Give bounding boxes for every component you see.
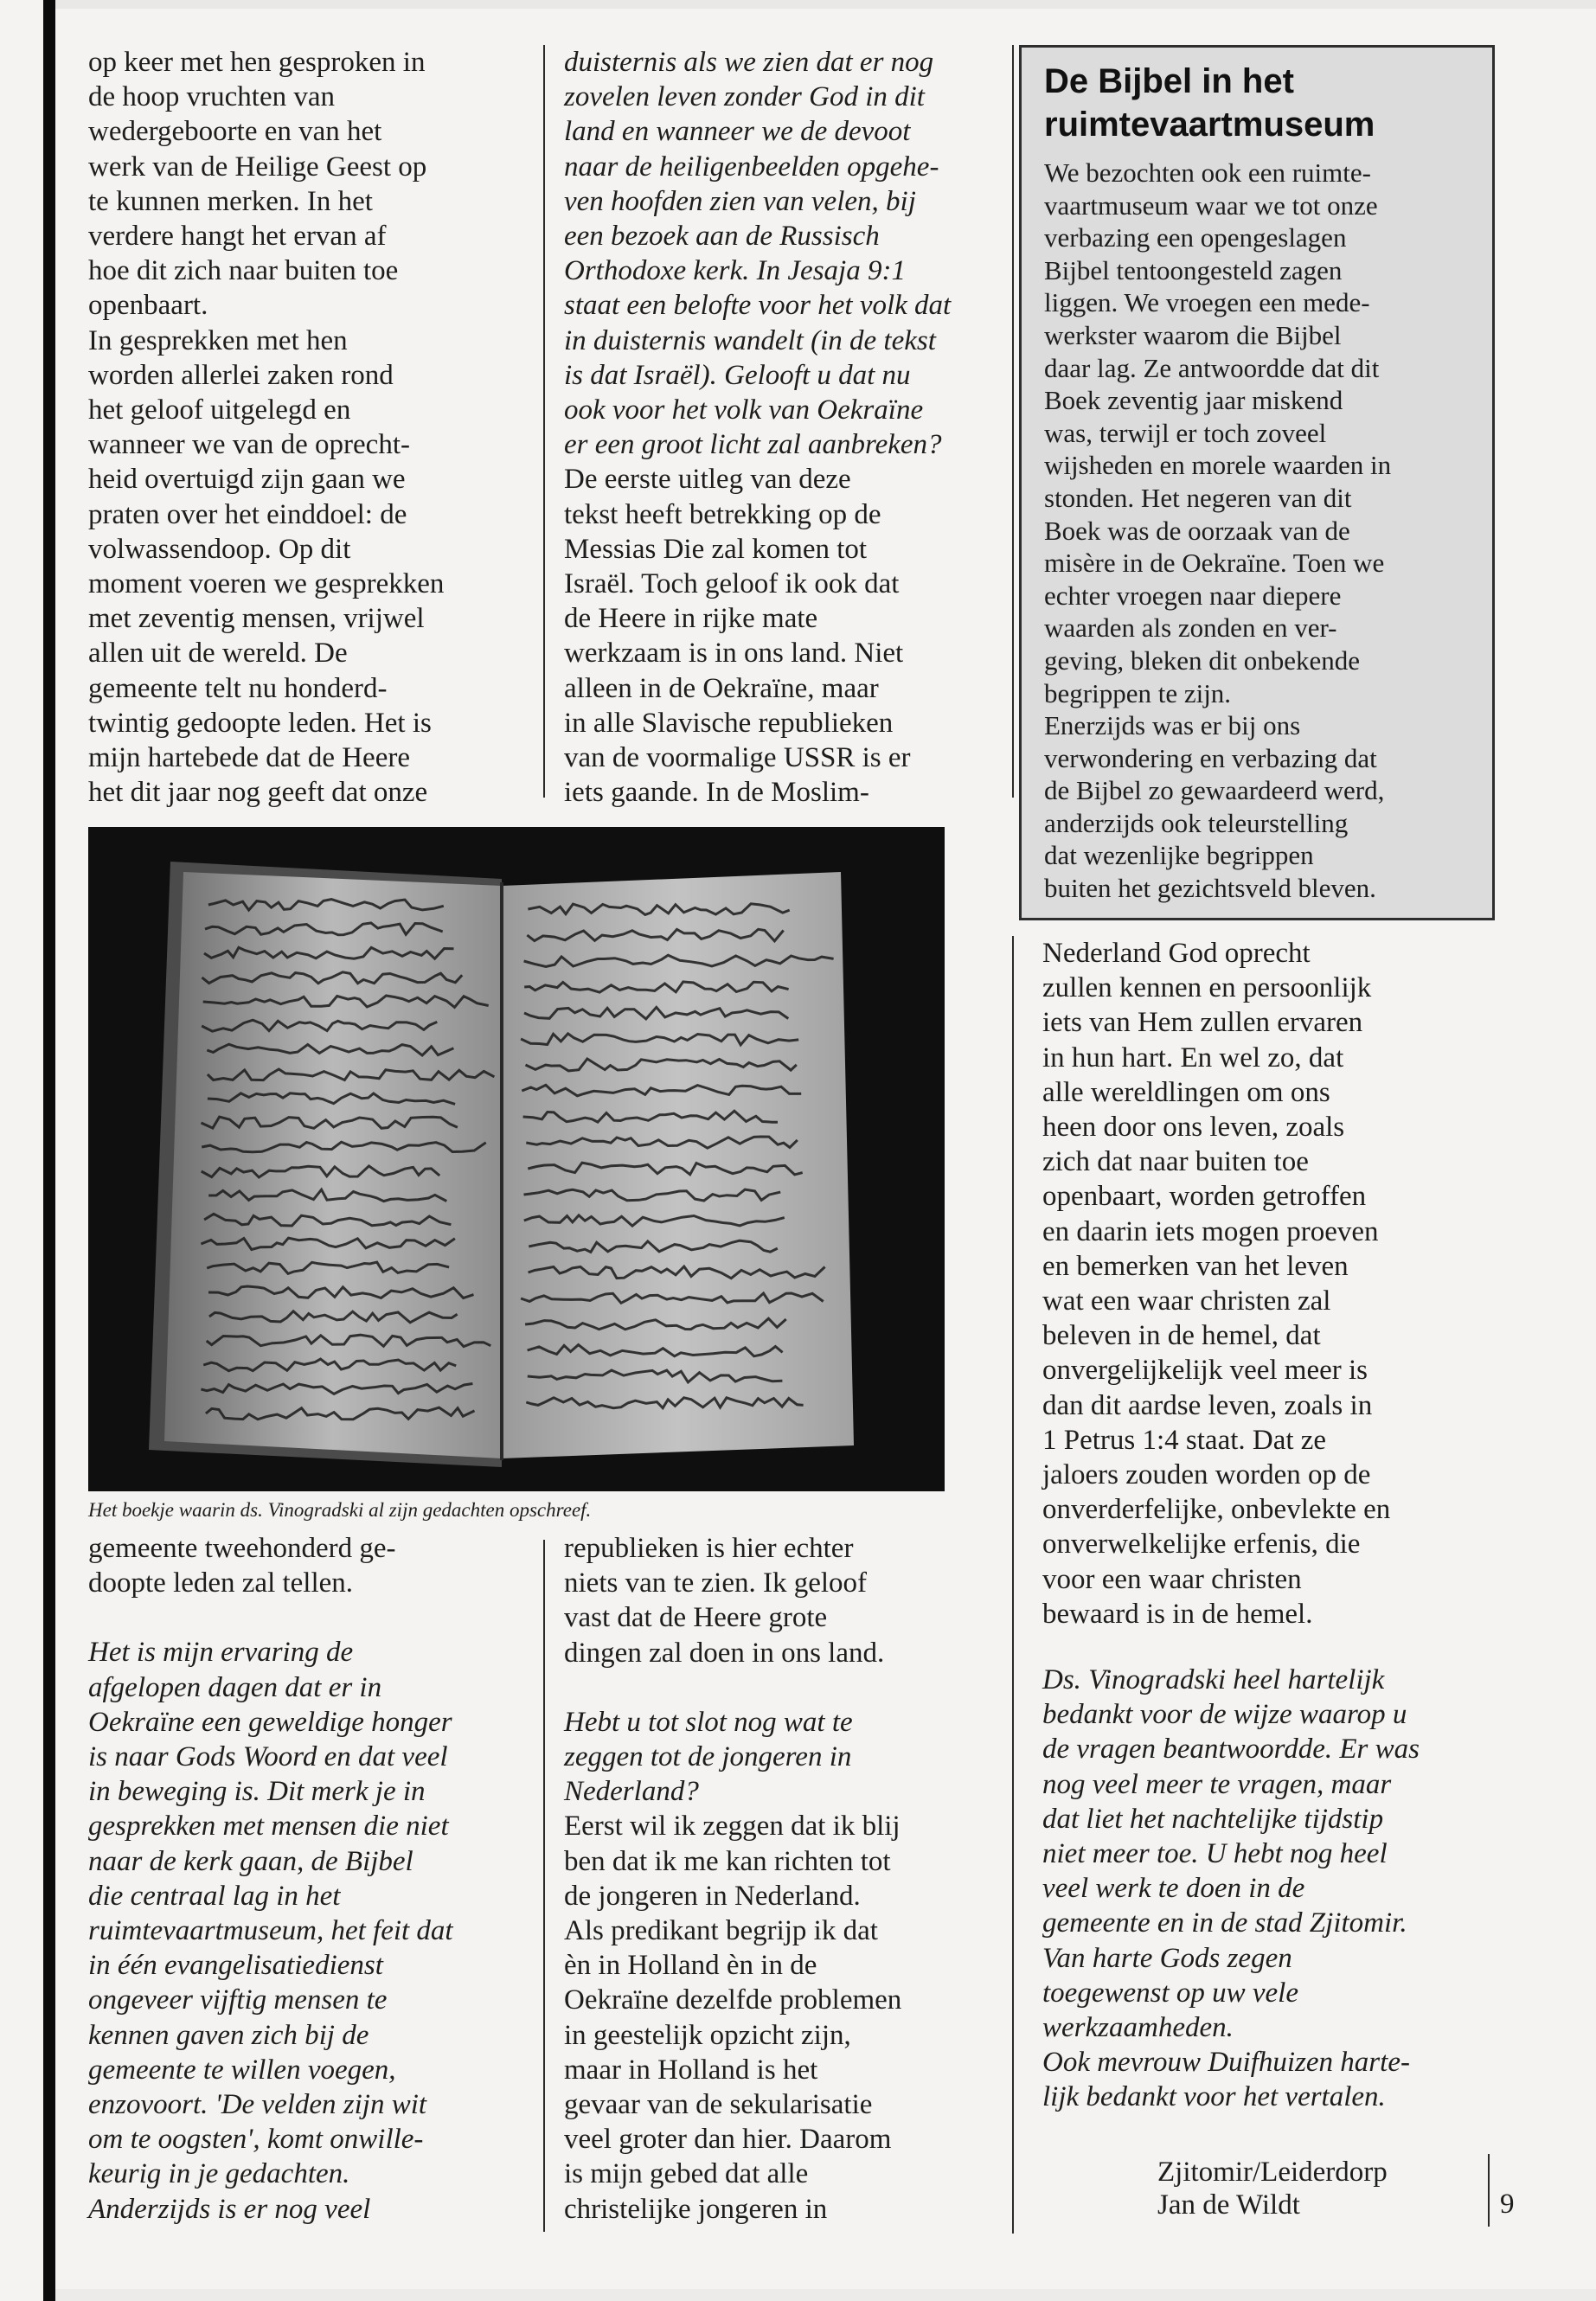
page-number-rule	[1488, 2154, 1490, 2227]
text-line: Messias Die zal komen tot	[564, 533, 868, 565]
question-line: Orthodoxe kerk. In Jesaja 9:1	[564, 255, 906, 287]
text-line: dingen zal doen in ons land.	[564, 1637, 885, 1669]
sidebar-box-space-museum	[1019, 45, 1495, 920]
text-line: werk van de Heilige Geest op	[88, 151, 427, 183]
page-binding-edge	[43, 0, 55, 2301]
sidebar-text-line: werkster waarom die Bijbel	[1044, 319, 1342, 350]
column-2-top	[564, 45, 1005, 810]
text-line: heid overtuigd zijn gaan we	[88, 464, 406, 496]
sidebar-title-line: ruimtevaartmuseum	[1044, 106, 1375, 144]
sidebar-text-line: Bijbel tentoongesteld zagen	[1044, 254, 1343, 285]
answer-line: ongeveer vijftig mensen te	[88, 1984, 388, 2016]
text-line: zullen kennen en persoonlijk	[1042, 972, 1372, 1004]
answer-line: in één evangelisatiedienst	[88, 1950, 383, 1982]
bottom-margin	[55, 2289, 1596, 2301]
thanks-line: veel werk te doen in de	[1042, 1873, 1305, 1905]
text-line: is mijn gebed dat alle	[564, 2158, 809, 2190]
question-line: zovelen leven zonder God in dit	[564, 81, 925, 113]
text-line: alle wereldlingen om ons	[1042, 1076, 1330, 1108]
thanks-line: nog veel meer te vragen, maar	[1042, 1768, 1392, 1800]
answer-line: ruimtevaartmuseum, het feit dat	[88, 1915, 453, 1947]
sidebar-text-line: waarden als zonden en ver-	[1044, 612, 1337, 644]
text-line: gemeente tweehonderd ge-	[88, 1533, 396, 1564]
text-line: tekst heeft betrekking op de	[564, 498, 881, 530]
text-line: jaloers zouden worden op de	[1042, 1459, 1371, 1491]
sidebar-text-line: stonden. Het negeren van dit	[1044, 482, 1352, 513]
text-line: van de voormalige USSR is er	[564, 742, 911, 774]
sidebar-text-line: Enerzijds was er bij ons	[1044, 710, 1301, 741]
photo-caption: Het boekje waarin ds. Vinogradski al zijn gedachten opschreef.	[88, 1499, 592, 1521]
thanks-line: dat liet het nachtelijke tijdstip	[1042, 1803, 1384, 1835]
column-1-top	[88, 45, 538, 810]
text-line: werkzaam is in ons land. Niet	[564, 638, 904, 670]
text-line: heen door ons leven, zoals	[1042, 1112, 1345, 1144]
answer-line: is naar Gods Woord en dat veel	[88, 1741, 448, 1773]
sidebar-text-line: verwondering en verbazing dat	[1044, 742, 1377, 773]
answer-line: kennen gaven zich bij de	[88, 2019, 369, 2051]
signoff-place: Zjitomir/Leiderdorp	[1157, 2157, 1388, 2188]
answer-line: afgelopen dagen dat er in	[88, 1671, 382, 1703]
answer-line: die centraal lag in het	[88, 1880, 341, 1912]
text-line: de jongeren in Nederland.	[564, 1880, 861, 1912]
paragraph-gap	[564, 1670, 1005, 1705]
text-line: iets gaande. In de Moslim-	[564, 777, 869, 809]
question-line: duisternis als we zien dat er nog	[564, 47, 934, 78]
text-line: verdere hangt het ervan af	[88, 221, 387, 253]
text-line: gemeente telt nu honderd-	[88, 672, 388, 704]
sidebar-text-line: misère in de Oekraïne. Toen we	[1044, 548, 1385, 579]
text-line: volwassendoop. Op dit	[88, 533, 351, 565]
text-line: republieken is hier echter	[564, 1533, 854, 1564]
text-line: openbaart, worden getroffen	[1042, 1181, 1367, 1213]
question-line: in duisternis wandelt (in de tekst	[564, 324, 936, 356]
column-divider-1	[543, 45, 545, 798]
thanks-line: Van harte Gods zegen	[1042, 1942, 1292, 1974]
text-line: gevaar van de sekularisatie	[564, 2089, 873, 2121]
thanks-line: niet meer toe. U hebt nog heel	[1042, 1838, 1388, 1870]
thanks-line: lijk bedankt voor het vertalen.	[1042, 2081, 1386, 2113]
text-line: allen uit de wereld. De	[88, 638, 348, 670]
text-line: vast dat de Heere grote	[564, 1602, 828, 1634]
answer-line: Oekraïne een geweldige honger	[88, 1706, 452, 1738]
sidebar-text-line: begrippen te zijn.	[1044, 677, 1232, 708]
text-line: christelijke jongeren in	[564, 2193, 828, 2225]
text-line: wat een waar christen zal	[1042, 1285, 1331, 1317]
text-line: dan dit aardse leven, zoals in	[1042, 1389, 1373, 1421]
column-divider-3	[543, 1540, 545, 2232]
question-line: ook voor het volk van Oekraïne	[564, 394, 924, 426]
sidebar-text-line: was, terwijl er toch zoveel	[1044, 417, 1327, 448]
text-line: in hun hart. En wel zo, dat	[1042, 1042, 1344, 1074]
sidebar-text-line: geving, bleken dit onbekende	[1044, 644, 1361, 676]
question-line: staat een belofte voor het volk dat	[564, 290, 952, 322]
text-line: onverderfelijke, onbevlekte en	[1042, 1494, 1391, 1526]
text-line: Als predikant begrijp ik dat	[564, 1915, 878, 1947]
thanks-line: gemeente en in de stad Zjitomir.	[1042, 1907, 1407, 1939]
question-line: land en wanneer we de devoot	[564, 116, 911, 148]
thanks-line: Ook mevrouw Duifhuizen harte-	[1042, 2047, 1410, 2079]
sidebar-text-line: liggen. We vroegen een mede-	[1044, 287, 1370, 318]
text-line: wedergeboorte en van het	[88, 116, 382, 148]
column-divider-4	[1012, 936, 1014, 2234]
text-line: op keer met hen gesproken in	[88, 47, 426, 78]
sidebar-text-line: Boek zeventig jaar miskend	[1044, 385, 1343, 416]
text-line: iets van Hem zullen ervaren	[1042, 1007, 1363, 1039]
sidebar-text-line: Boek was de oorzaak van de	[1044, 515, 1350, 546]
text-line: en bemerken van het leven	[1042, 1250, 1349, 1282]
text-line: mijn hartebede dat de Heere	[88, 742, 410, 774]
thanks-line: de vragen beantwoordde. Er was	[1042, 1734, 1420, 1766]
text-line: de hoop vruchten van	[88, 81, 335, 113]
thanks-line: bedankt voor de wijze waarop u	[1042, 1699, 1407, 1731]
top-margin	[55, 0, 1596, 9]
answer-line: gesprekken met mensen die niet	[88, 1811, 449, 1843]
question-line: Nederland?	[564, 1776, 699, 1808]
text-line: met zeventig mensen, vrijwel	[88, 603, 425, 635]
question-line: Hebt u tot slot nog wat te	[564, 1706, 853, 1738]
column-2-bottom	[564, 1531, 1005, 2227]
signoff	[1157, 2156, 1388, 2221]
text-line: de Heere in rijke mate	[564, 603, 818, 635]
notebook-illustration	[88, 827, 945, 1491]
sidebar-text-line: We bezochten ook een ruimte-	[1044, 157, 1371, 188]
sidebar-text-line: daar lag. Ze antwoordde dat dit	[1044, 352, 1380, 383]
sidebar-text-line: dat wezenlijke begrippen	[1044, 840, 1314, 871]
text-line: in geestelijk opzicht zijn,	[564, 2019, 851, 2051]
text-line: te kunnen merken. In het	[88, 185, 373, 217]
text-line: onverwelkelijke erfenis, die	[1042, 1529, 1361, 1561]
text-line: worden allerlei zaken rond	[88, 359, 394, 391]
text-line: en daarin iets mogen proeven	[1042, 1215, 1379, 1247]
answer-line: enzovoort. 'De velden zijn wit	[88, 2089, 427, 2121]
text-line: twintig gedoopte leden. Het is	[88, 707, 432, 739]
sidebar-text-line: buiten het gezichtsveld bleven.	[1044, 873, 1376, 904]
text-line: bewaard is in de hemel.	[1042, 1598, 1313, 1630]
text-line: het geloof uitgelegd en	[88, 394, 351, 426]
paragraph-gap	[88, 1600, 538, 1635]
text-line: veel groter dan hier. Daarom	[564, 2124, 892, 2156]
text-line: zich dat naar buiten toe	[1042, 1146, 1309, 1178]
answer-line: Het is mijn ervaring de	[88, 1637, 354, 1669]
text-line: moment voeren we gesprekken	[88, 568, 445, 600]
text-line: het dit jaar nog geeft dat onze	[88, 777, 428, 809]
sidebar-text-line: vaartmuseum waar we tot onze	[1044, 189, 1378, 221]
text-line: beleven in de hemel, dat	[1042, 1320, 1321, 1352]
page-number: 9	[1500, 2189, 1515, 2220]
question-line: ven hoofden zien van velen, bij	[564, 185, 916, 217]
text-line: in alle Slavische republieken	[564, 707, 894, 739]
sidebar-text-line: verbazing een opengeslagen	[1044, 222, 1347, 253]
text-line: praten over het einddoel: de	[88, 498, 407, 530]
thanks-line: toegewenst op uw vele	[1042, 1977, 1299, 2009]
sidebar-box-body	[1044, 157, 1473, 905]
text-line: Nederland God oprecht	[1042, 938, 1311, 969]
text-line: ben dat ik me kan richten tot	[564, 1845, 891, 1877]
question-line: er een groot licht zal aanbreken?	[564, 429, 942, 461]
sidebar-box-title	[1044, 60, 1473, 146]
photo-handwritten-notebook	[88, 827, 945, 1491]
text-line: doopte leden zal tellen.	[88, 1567, 354, 1599]
answer-line: in beweging is. Dit merk je in	[88, 1776, 426, 1808]
text-line: alleen in de Oekraïne, maar	[564, 672, 879, 704]
text-line: onvergelijkelijk veel meer is	[1042, 1355, 1368, 1387]
text-line: Israël. Toch geloof ik ook dat	[564, 568, 900, 600]
text-line: hoe dit zich naar buiten toe	[88, 255, 399, 287]
text-line: De eerste uitleg van deze	[564, 464, 851, 496]
answer-line: Anderzijds is er nog veel	[88, 2193, 371, 2225]
question-line: een bezoek aan de Russisch	[564, 221, 880, 253]
column-3-thanks	[1042, 1663, 1492, 2115]
text-line: In gesprekken met hen	[88, 324, 348, 356]
text-line: wanneer we van de oprecht-	[88, 429, 410, 461]
thanks-line: Ds. Vinogradski heel hartelijk	[1042, 1664, 1385, 1695]
thanks-line: werkzaamheden.	[1042, 2012, 1234, 2044]
question-line: naar de heiligenbeelden opgehe-	[564, 151, 939, 183]
answer-line: keurig in je gedachten.	[88, 2158, 350, 2190]
answer-line: naar de kerk gaan, de Bijbel	[88, 1845, 413, 1877]
column-3	[1042, 936, 1492, 1631]
question-line: zeggen tot de jongeren in	[564, 1741, 852, 1773]
sidebar-text-line: de Bijbel zo gewaardeerd werd,	[1044, 775, 1385, 806]
sidebar-title-line: De Bijbel in het	[1044, 62, 1294, 100]
text-line: Eerst wil ik zeggen dat ik blij	[564, 1811, 901, 1843]
answer-line: om te oogsten', komt onwille-	[88, 2124, 424, 2156]
question-line: is dat Israël). Gelooft u dat nu	[564, 359, 911, 391]
text-line: maar in Holland is het	[564, 2054, 818, 2086]
sidebar-text-line: anderzijds ook teleurstelling	[1044, 807, 1349, 838]
column-divider-2	[1012, 45, 1014, 798]
signoff-author: Jan de Wildt	[1157, 2189, 1300, 2221]
sidebar-text-line: echter vroegen naar diepere	[1044, 580, 1342, 611]
text-line: èn in Holland èn in de	[564, 1950, 817, 1982]
text-line: niets van te zien. Ik geloof	[564, 1567, 868, 1599]
text-line: 1 Petrus 1:4 staat. Dat ze	[1042, 1424, 1327, 1456]
text-line: Oekraïne dezelfde problemen	[564, 1984, 902, 2016]
sidebar-text-line: wijsheden en morele waarden in	[1044, 450, 1392, 481]
text-line: voor een waar christen	[1042, 1563, 1302, 1595]
answer-line: gemeente te willen voegen,	[88, 2054, 396, 2086]
column-1-bottom	[88, 1531, 538, 2227]
text-line: openbaart.	[88, 290, 208, 322]
